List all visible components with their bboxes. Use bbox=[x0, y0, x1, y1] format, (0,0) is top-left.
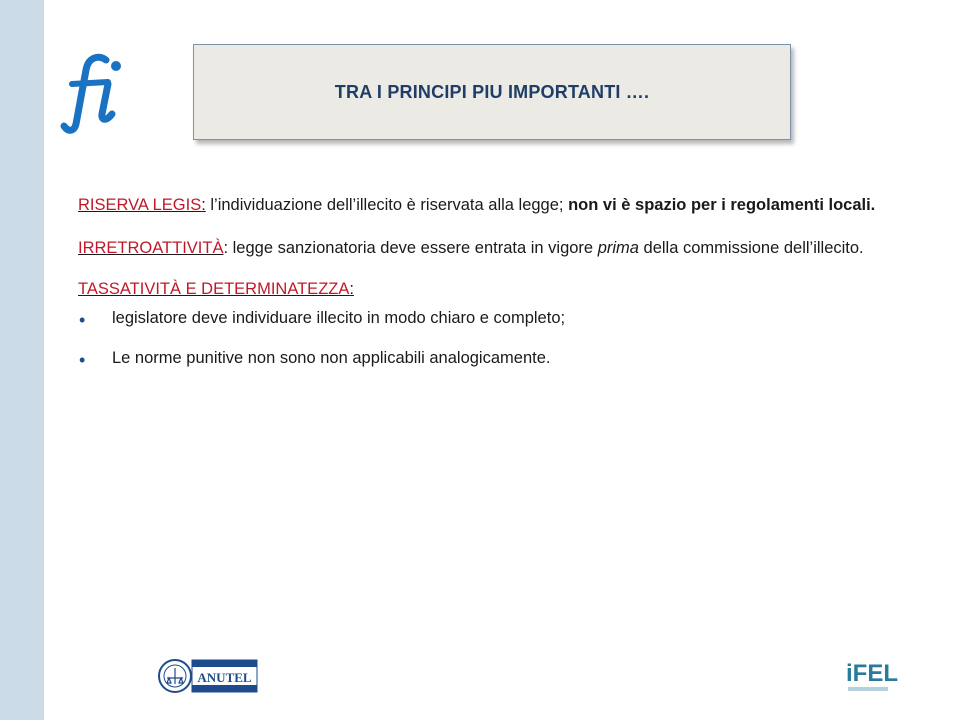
list-item bbox=[78, 306, 910, 330]
paragraph-riserva-legis bbox=[78, 190, 910, 220]
bullet-list bbox=[78, 306, 910, 370]
paragraph-irretroattivita bbox=[78, 234, 910, 262]
anutel-logo bbox=[157, 658, 259, 694]
irretroattivita-text-1: : legge sanzionatoria deve essere entrata in vigore bbox=[223, 239, 598, 257]
bullet-text: legislatore deve individuare illecito in modo chiaro e completo; bbox=[112, 309, 566, 327]
paragraph-tassativita bbox=[78, 276, 910, 302]
anutel-name: ANUTEL bbox=[197, 670, 252, 685]
irretroattivita-text-2: della commissione dell’illecito. bbox=[638, 239, 864, 257]
slide-content bbox=[78, 190, 910, 386]
ifel-name: iFEL bbox=[846, 660, 898, 687]
term-colon: : bbox=[349, 280, 354, 298]
term-colon: : bbox=[201, 196, 206, 214]
slide-title: TRA I PRINCIPI PIU IMPORTANTI …. bbox=[334, 81, 650, 102]
fi-logo bbox=[62, 52, 130, 134]
riserva-text: l’individuazione dell’illecito è riservata alla legge; bbox=[205, 196, 569, 214]
term-irretroattivita: IRRETROATTIVITÀ bbox=[78, 239, 224, 257]
term-tassativita: TASSATIVITÀ E DETERMINATEZZA bbox=[78, 280, 350, 298]
list-item bbox=[78, 346, 910, 370]
bullet-icon: • bbox=[79, 310, 86, 330]
irretroattivita-italic: prima bbox=[597, 239, 639, 257]
ifel-logo bbox=[846, 655, 898, 697]
term-riserva-legis: RISERVA LEGIS bbox=[78, 196, 202, 214]
bullet-text: Le norme punitive non sono non applicabili analogicamente. bbox=[112, 349, 551, 367]
left-decorative-band bbox=[0, 0, 44, 720]
bullet-icon: • bbox=[79, 350, 86, 370]
riserva-bold-text: non vi è spazio per i regolamenti locali. bbox=[568, 196, 876, 214]
title-box bbox=[193, 44, 791, 140]
